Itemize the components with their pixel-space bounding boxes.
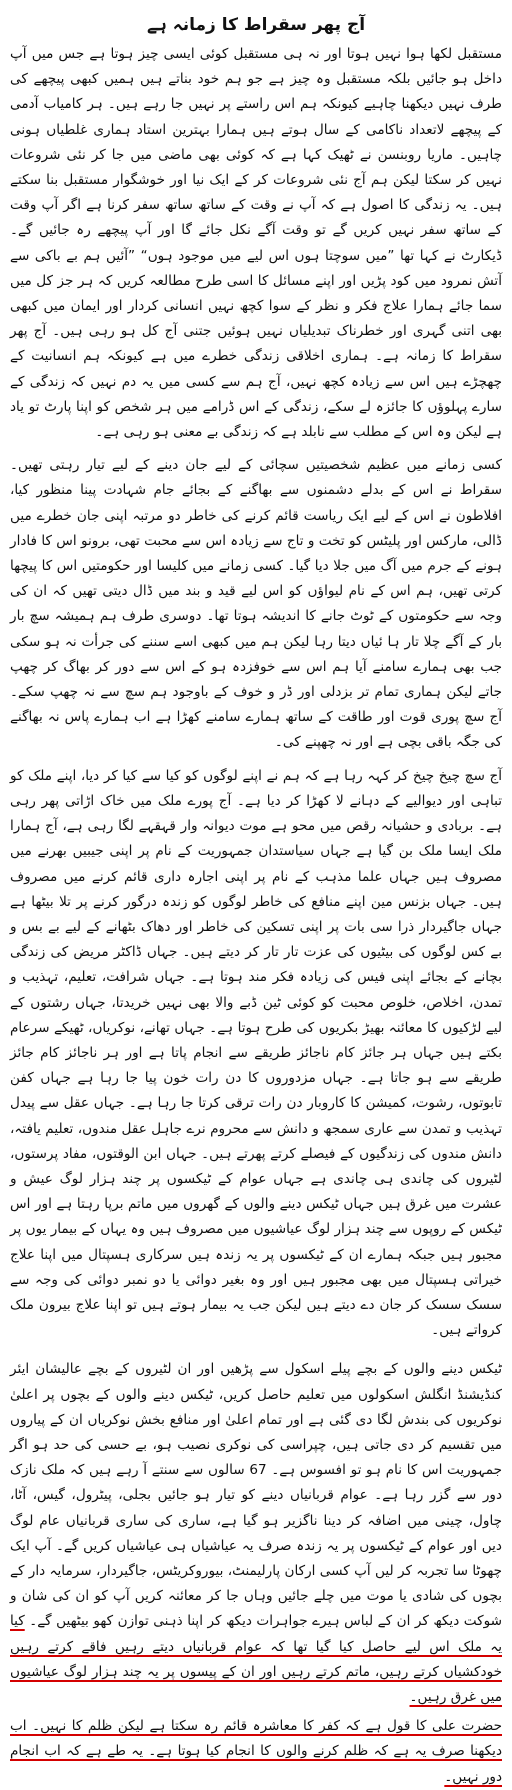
paragraph-1: مستقبل لکھا ہوا نہیں ہوتا اور نہ ہی مستقبل کوئی ایسی چیز ہوتا ہے جس میں آپ داخل ہو جائیں بلکہ مستقبل وہ چیز ہے جو ہم خود بناتے ہیں ہمیں کبھی پیچھے کی طرف نہیں دیکھنا چاہیے کیونکہ ہم اس راستے پر نہیں جا رہے ہیں۔ ہر کامیاب آدمی کے پیچھے لاتعداد ناکامی کے سال ہوتے ہیں ہمارا بہترین استاد ہماری غلطیاں ہونی چاہیں۔ ماریا روبنسن نے ٹھیک کہا ہے کہ کوئی بھی ماضی میں جا کر نئی شروعات نہیں کر سکتا لیکن ہم آج نئی شروعات کر کے ایک نیا اور خوشگوار مستقبل بنا سکتے ہیں۔ یہ زندگی کا اصول ہے کہ آپ نے وقت کے ساتھ ساتھ سفر کرنا ہے اگر آپ وقت کے ساتھ سفر نہیں کریں گے تو وقت آگے نکل جائے گا اور آپ پیچھے رہ جائیں گے۔ ڈیکارٹ نے کہا تھا ”میں سوچتا ہوں اس لیے میں موجود ہوں“ ”آئیں ہم بے باکی سے آتش نمرود میں کود پڑیں اور اپنے مسائل کا اسی طرح مطالعہ کریں کہ ہر جز کل میں سما جائے ہمارا علاج فکر و نظر کے سوا کچھ نہیں انسانی کردار اور ایمان میں کبھی بھی اتنی گہری اور خطرناک تبدیلیاں نہیں ہوئیں جتنی آج کل ہو رہی ہیں۔ آج پھر سقراط کا زمانہ ہے۔ ہماری اخلاقی زندگی خطرے میں ہے کیونکہ ہم انسانیت کے چھچڑے ہیں اس سے زیادہ کچھ نہیں، آج ہم سے کسی میں یہ دم نہیں کہ زندگی کے سارے پہلوؤں کا جائزہ لے سکے، زندگی کے اس ڈرامے میں ہر شخص کو اپنا پارٹ تو یاد ہے لیکن وہ اس کے مطلب سے نابلد ہے کہ زندگی بے معنی ہو رہی ہے۔ <box>10 46 502 441</box>
paragraph-3: آج سچ چیخ چیخ کر کہہ رہا ہے کہ ہم نے اپنے لوگوں کو کیا سے کیا کر دیا، اپنے ملک کو تباہی اور دیوالیے کے دہانے لا کھڑا کر دیا ہے۔ آج پورے ملک میں خاک اڑاتی پھر رہی ہے۔ بربادی و حشیانہ رقص میں محو ہے موت دیوانہ وار قہقہے لگا رہی ہے، آج ہمارا ملک ایسا ملک بن گیا ہے جہاں سیاستدان جمہوریت کے نام پر اپنی جیبیں بھرنے میں مصروف ہیں جہاں علما مذہب کے نام پر اپنی اجارہ داری قائم کرنے میں مصروف ہیں۔ جہاں بزنس مین اپنے منافع کی خاطر لوگوں کو زندہ درگور کرنے پر تلا بیٹھا ہے جہاں جاگیردار ذرا سی بات پر اپنی تسکین کی خاطر اور دھاک بٹھانے کے لیے بے بس و بے کس لوگوں کی بیٹیوں کی عزت تار تار کر دیتے ہیں۔ جہاں ڈاکٹر مریض کی زندگی بچانے کے بجائے اپنی فیس کی زیادہ فکر مند ہوتا ہے۔ جہاں شرافت، تعلیم، تہذیب و تمدن، اخلاص، خلوص محبت کو کوئی ٹین ڈبے والا بھی نہیں خریدتا، جہاں رشتوں کے لیے لڑکیوں کا معائنہ بھیڑ بکریوں کی طرح ہوتا ہے۔ جہاں تھانے، نوکریاں، ٹھیکے سرعام بکتے ہیں جہاں ہر جائز کام ناجائز طریقے سے انجام پاتا ہے اور ہر ناجائز کام جائز طریقے سے ہو جاتا ہے۔ جہاں مزدوروں کا دن رات خون پیا جا رہا ہے جہاں کفن تابوتوں، رشوت، کمیشن کا کاروبار دن رات ترقی کرتا جا رہا ہے۔ جہاں عقل سے پیدل تہذیب و تمدن سے عاری سمجھ و دانش سے محروم نرے جاہل عقل مندوں، تعلیم یافتہ، دانش مندوں کی زندگیوں کے فیصلے کرتے پھرتے ہیں۔ جہاں ابن الوقتوں، مفاد پرستوں، لٹیروں کی چاندی ہی چاندی ہے جہاں عوام کے ٹیکسوں پر چند ہزار لوگ عیش و عشرت میں غرق ہیں جہاں ٹیکس دینے والوں کے گھروں میں ماتم برپا رہتا ہے اور اس ٹیکس کے روپوں سے چند ہزار لوگ عیاشیوں میں مصروف ہیں وہ یہاں کے بیمار یوں پر مجبور ہیں جبکہ ہمارے ان کے ٹیکسوں پر یہ زندہ ہیں سرکاری ہسپتال میں اپنا علاج خیراتی ہسپتال میں بھی مجبور ہیں اور وہ بغیر دوائی یا دو نمبر دوائی کی وجہ سے سسک سسک کر جان دے دیتے ہیں لیکن جب یہ بیمار ہوتے ہیں تو اپنا علاج بیرون ملک کرواتے ہیں۔ <box>10 767 502 1339</box>
article-title: آج پھر سقراط کا زمانہ ہے <box>146 15 366 35</box>
paragraph-5-closing: حضرت علی کا قول ہے کہ کفر کا معاشرہ قائم رہ سکتا ہے لیکن ظلم کا نہیں۔ اب دیکھنا صرف یہ ہے کہ ظلم کرنے والوں کا انجام کیا ہوتا ہے۔ یہ طے ہے کہ اب انجام دور نہیں۔ <box>10 1718 502 1785</box>
paragraph-4 <box>10 1357 502 1710</box>
highlighted-sentence: کیا یہ ملک اس لیے حاصل کیا گیا تھا کہ عوام قربانیاں دیتے رہیں فاقے کرتے رہیں خودکشیاں کرتے رہیں، ماتم کرتے رہیں اور ان کے پیسوں پر یہ چند ہزار لوگ عیاشیوں میں غرق رہیں۔ <box>10 1613 502 1705</box>
paragraph-4-text: ٹیکس دینے والوں کے بچے پیلے اسکول سے پڑھیں اور ان لٹیروں کے بچے عالیشان ایئر کنڈیشنڈ انگلش اسکولوں میں تعلیم حاصل کریں، ٹیکس دینے والوں کے بچوں پر اعلیٰ نوکریوں کی بندش لگا دی گئی ہے اور تمام اعلیٰ اور منافع بخش نوکریاں ان کے پیاروں میں تقسیم کر دی جاتی ہیں، چپراسی کی نوکری نصیب ہو، بے حسی کی حد ہو اگر جمہوریت اس کا نام ہو تو افسوس ہے۔ 67 سالوں سے سنتے آ رہے ہیں کہ ملک نازک دور سے گزر رہا ہے۔ عوام قربانیاں دینے کو تیار ہو جائیں بجلی، پیٹرول، گیس، آٹا، چاول، چینی میں اضافہ کر دینا ناگزیر ہو گیا ہے، ساری کی ساری قربانیاں عام لوگ دیں اور عوام کے ٹیکسوں پر یہ زندہ صرف یہ عیاشیاں ہی عیاشیاں کریں گے۔ آپ ایک چھوٹا سا تجربہ کر لیں آپ کسی ارکان پارلیمنٹ، بیوروکریٹس، جاگیردار، سرمایہ دار کے بچوں کی شادی یا موت میں چلے جائیں وہاں جا کر معائنہ کریں آپ کو ان کی شان و شوکت دیکھ کر ان کے لباس ہیرے جواہرات دیکھ کر اپنا ذہنی توازن کھو بیٹھیں گے۔ <box>10 1361 503 1630</box>
paragraph-2: کسی زمانے میں عظیم شخصیتیں سچائی کے لیے جان دینے کے لیے تیار رہتی تھیں۔ سقراط نے اس کے بدلے دشمنوں سے بھاگنے کے بجائے جام شہادت پینا منظور کیا، افلاطون نے اس کے لیے ایک ریاست قائم کرنے کی خاطر دو مرتبہ اپنی جان خطرے میں ڈالی، مارکس اور پلیٹس کو تخت و تاج سے زیادہ اس سے محبت تھی، برونو اس کا فادار ہونے کے جرم میں آگ میں جلا دیا گیا۔ کسی زمانے میں کلیسا اور حکومتیں اس کا پیچھا کرتی تھیں، ہم اس کے نام لیواؤں کو اس لیے قید و بند میں ڈال دیتی تھیں کہ ان کی وجہ سے حکومتوں کے ٹوٹ جانے کا اندیشہ ہوتا تھا۔ دوسری طرف ہم ہمیشہ سچ بار بار کے آگے چلا تار ہا ئیاں دیتا رہا لیکن ہم میں کبھی اسے سننے کی جرأت نہ ہو سکی جب بھی ہمارے سامنے آیا ہم اس سے خوفزدہ ہو کے اس سے دور کر بھاگ کر چھپ جاتے لیکن ہماری تمام تر بزدلی اور ڈر و خوف کے باوجود ہم سچ سے نہ چھپ سکے۔ آج سچ پوری قوت اور طاقت کے ساتھ ہمارے سامنے کھڑا ہے اب ہمارے پاس نہ بھاگنے کی جگہ باقی بچی ہے اور نہ چھپنے کی۔ <box>10 457 502 751</box>
